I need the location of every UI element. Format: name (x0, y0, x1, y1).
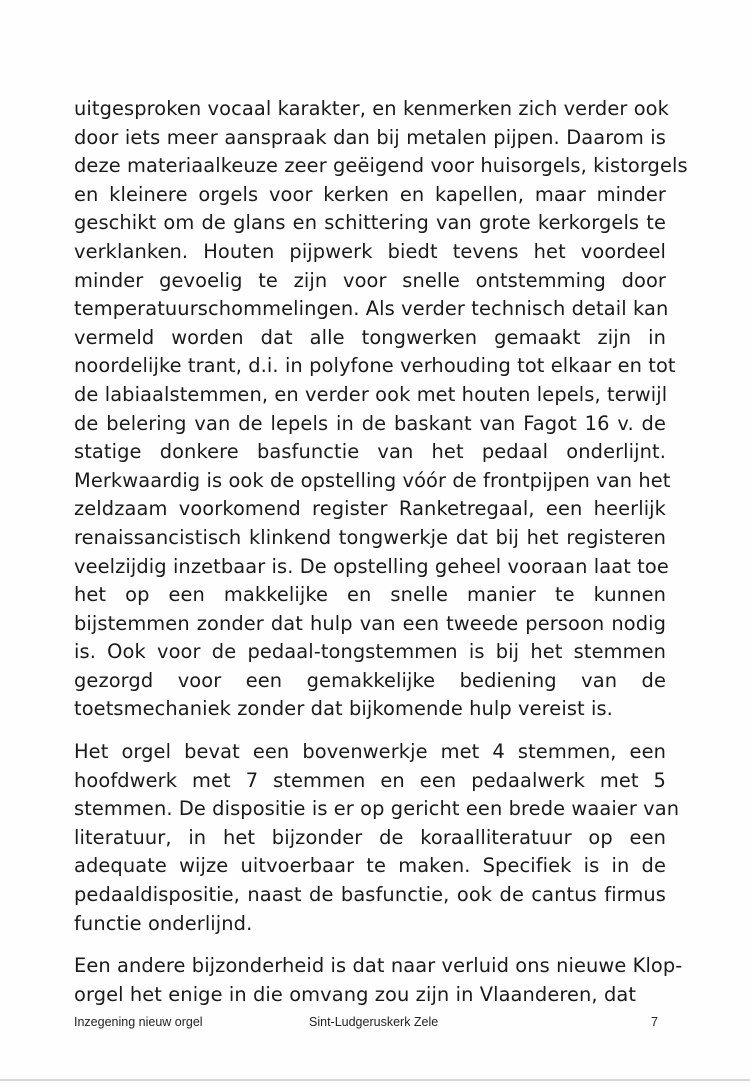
text-line: noordelijke trant, d.i. in polyfone verhouding tot elkaar en tot (74, 354, 676, 378)
text-line: literatuur, in het bijzonder de koraalliteratuur op een (74, 825, 666, 849)
text-line: stemmen. De dispositie is er op gericht een brede waaier van (74, 797, 680, 821)
page-number: 7 (651, 1015, 658, 1029)
text-line: deze materiaalkeuze zeer geëigend voor huisorgels, kistorgels (74, 154, 688, 178)
text-line: pedaaldispositie, naast de basfunctie, ook de cantus firmus (74, 883, 666, 907)
text-line: Het orgel bevat een bovenwerkje met 4 stemmen, een (74, 740, 666, 764)
paragraph-2 (74, 738, 680, 938)
text-line: temperatuurschommelingen. Als verder technisch detail kan (74, 297, 669, 321)
text-line: uitgesproken vocaal karakter, en kenmerken zich verder ook (74, 97, 669, 120)
text-line: hoofdwerk met 7 stemmen en een pedaalwerk met 5 (74, 768, 666, 792)
footer-title: Inzegening nieuw orgel (74, 1015, 203, 1029)
text-line: door iets meer aanspraak dan bij metalen pijpen. Daarom is (74, 125, 666, 149)
text-line: Een andere bijzonderheid is dat naar verluid ons nieuwe Klop- (74, 954, 683, 978)
text-line: minder gevoelig te zijn voor snelle ontstemming door (74, 268, 666, 292)
text-line: zeldzaam voorkomend register Ranketregaal, een heerlijk (74, 497, 666, 521)
footer-church: Sint-Ludgeruskerk Zele (309, 1015, 439, 1029)
text-line: toetsmechaniek zonder dat bijkomende hulp vereist is. (74, 697, 613, 721)
text-line: de labiaalstemmen, en verder ook met houten lepels, terwijl (74, 382, 668, 406)
text-line: gezorgd voor een gemakkelijke bediening van de (74, 668, 666, 692)
text-line: renaissancistisch klinkend tongwerkje dat bij het registeren (74, 525, 666, 549)
text-line: adequate wijze uitvoerbaar te maken. Specifiek is in de (74, 854, 666, 878)
text-line: functie onderlijnd. (74, 911, 253, 935)
paragraph-1 (74, 95, 688, 724)
text-line: vermeld worden dat alle tongwerken gemaakt zijn in (74, 325, 666, 349)
body-text (74, 95, 688, 1023)
text-line: geschikt om de glans en schittering van grote kerkorgels te (74, 211, 666, 235)
text-line: is. Ook voor de pedaal-tongstemmen is bij het stemmen (74, 640, 666, 664)
text-line: bijstemmen zonder dat hulp van een tweede persoon nodig (74, 611, 666, 635)
text-line: het op een makkelijke en snelle manier te kunnen (74, 583, 666, 607)
text-line: en kleinere orgels voor kerken en kapellen, maar minder (74, 182, 666, 206)
text-line: verklanken. Houten pijpwerk biedt tevens het voordeel (74, 239, 666, 263)
text-line: de belering van de lepels in de baskant van Fagot 16 v. de (74, 411, 666, 435)
text-line: veelzijdig inzetbaar is. De opstelling geheel vooraan laat toe (74, 554, 669, 578)
text-line: Merkwaardig is ook de opstelling vóór de frontpijpen van het (74, 468, 671, 492)
scan-edge-divider (0, 1079, 750, 1081)
text-line: orgel het enige in die omvang zou zijn in Vlaanderen, dat (74, 982, 637, 1006)
paragraph-3 (74, 952, 683, 1009)
text-line: statige donkere basfunctie van het pedaal onderlijnt. (74, 440, 666, 464)
